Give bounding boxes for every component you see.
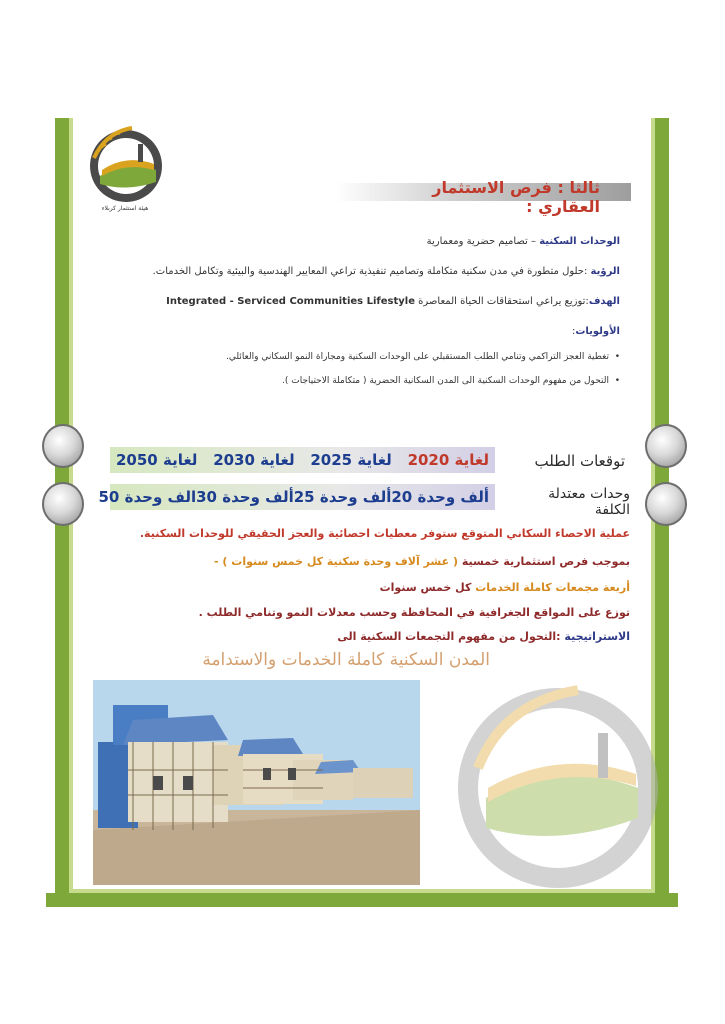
strategy-big-text: المدن السكنية كاملة الخدمات والاستدامة [202, 650, 490, 670]
strategy-statement [100, 630, 630, 643]
orb-left-bottom-icon [42, 482, 84, 526]
complexes-suffix: كل خمس سنوات [379, 581, 476, 594]
unit-cell: 30 ألف وحدة [196, 488, 294, 506]
complexes-statement [100, 581, 630, 594]
housing-label: الوحدات السكنية [539, 236, 620, 247]
demand-label: توقعات الطلب [534, 452, 625, 470]
priority-item: • التحول من مفهوم الوحدات السكنية الى المدن السكانية الحضرية ( متكاملة الاحتياجات ). [282, 376, 620, 386]
year-cell: لغاية 2025 [310, 451, 392, 469]
priorities-label: الأولويات [575, 326, 620, 337]
cost-label: وحدات معتدلة الكلفة [548, 486, 630, 518]
watermark-logo-icon [448, 678, 663, 893]
wheat-gear-logo-icon [86, 118, 176, 218]
frame-bottom-bar [46, 893, 678, 907]
year-cell: لغاية 2050 [116, 451, 198, 469]
year-cell: لغاية 2020 [407, 451, 489, 469]
housing-text: – تصاميم حضرية ومعمارية [426, 236, 540, 247]
vision-line [130, 266, 620, 277]
unit-cell: 25 ألف وحدة [293, 488, 392, 506]
orb-right-bottom-icon [645, 482, 687, 526]
goal-label: الهدف [588, 296, 620, 307]
priority-item-text: تغطية العجز التراكمي وتنامي الطلب المستقبلي على الوحدات السكنية ومجاراة النمو السكاني والعائلي. [225, 352, 609, 362]
unit-cell: 50 الف وحدة [98, 488, 197, 506]
vision-label: الرؤية [590, 266, 620, 277]
housing-construction-photo [93, 680, 420, 885]
priority-item: • تغطية العجز التراكمي وتنامي الطلب المستقبلي على الوحدات السكنية ومجاراة النمو السكاني والعائلي. [225, 352, 620, 362]
census-statement: عملية الاحصاء السكاني المتوقع ستوفر معطيات احصائية والعجز الحقيقي للوحدات السكنية. [139, 527, 630, 540]
plan-prefix: بموجب فرص استثمارية خمسية [461, 555, 630, 568]
priorities-line [130, 326, 620, 337]
strategy-text: :التحول من مفهوم التجمعات السكنية الى [337, 630, 565, 643]
priority-item-text: التحول من مفهوم الوحدات السكنية الى المدن السكانية الحضرية ( متكاملة الاحتياجات ). [282, 376, 609, 386]
units-row [98, 484, 495, 510]
goal-english: Integrated - Serviced Communities Lifestyle [166, 296, 415, 307]
page-title: ثالثا : فرص الاستثمار العقاري : [432, 178, 600, 216]
housing-line [130, 236, 620, 247]
goal-line [130, 296, 620, 307]
complexes-prefix: أربعة مجمعات كاملة الخدمات [475, 581, 630, 594]
plan-highlight: ( عشر آلاف وحدة سكنية كل خمس سنوات ) - [214, 555, 458, 568]
priorities-colon: : [571, 326, 576, 337]
plan-statement [100, 555, 630, 568]
years-row [110, 447, 495, 473]
distribution-statement: توزع على المواقع الجغرافية في المحافظة وحسب معدلات النمو وتنامي الطلب . [198, 606, 630, 619]
year-cell: لغاية 2030 [213, 451, 295, 469]
goal-text: :توزيع يراعي استحقاقات الحياة المعاصرة [414, 296, 589, 307]
orb-right-top-icon [645, 424, 687, 468]
vision-text: :حلول متطورة في مدن سكنية متكاملة وتصاميم تنفيذية تراعي المعايير الهندسية والبيئية وتكامل الخدمات. [152, 266, 591, 277]
logo-caption: هيئة استثمار كربلاء [101, 205, 149, 212]
orb-left-top-icon [42, 424, 84, 468]
unit-cell: 20 ألف وحدة [391, 488, 489, 506]
strategy-label: الاستراتيجية [564, 630, 630, 643]
